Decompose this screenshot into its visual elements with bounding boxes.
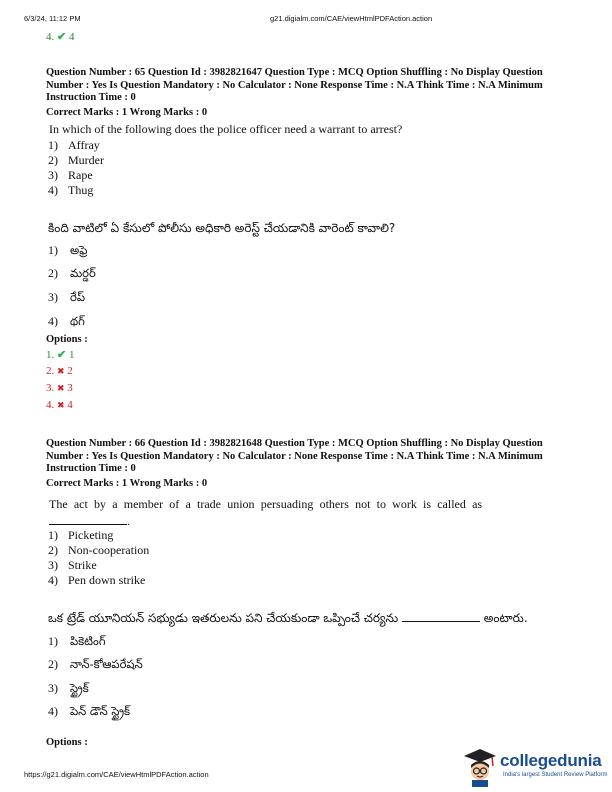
q66-meta: Question Number : 66 Question Id : 3982821648 Question Type : MCQ Option Shuffling : No Display Question Number : Yes Is Question Mandatory : No Calculator : None Response Time : N.A Think Time : N.A Minimum Instruction Time : 0 <box>46 438 543 474</box>
answer-number: 4. <box>46 31 55 43</box>
option-item-te: 4) పెన్ డౌన్ స్ట్రైక్ <box>48 704 131 718</box>
option-item-te: 1) అఫ్రె <box>48 243 88 257</box>
q65-marks: Correct Marks : 1 Wrong Marks : 0 <box>46 107 208 118</box>
q65-question-telugu: కింది వాటిలో ఏ కేసులో పోలీసు అధికారి అరెస్ట్ చేయడానికి వారెంట్ కావాలి? <box>48 221 396 235</box>
logo-wordmark: collegedunia <box>500 751 602 770</box>
cross-icon: ✖ <box>57 383 65 393</box>
option-item-te: 2) నాన్-కోఆపరేషన్ <box>48 657 143 671</box>
option-item: 1) Affray <box>48 138 100 152</box>
q66-options-label: Options : <box>46 737 88 748</box>
print-footer-url: https://g21.digialm.com/CAE/viewHtmlPDFAction.action <box>24 770 209 779</box>
print-datetime: 6/3/24, 11:12 PM <box>24 14 81 23</box>
q66-marks: Correct Marks : 1 Wrong Marks : 0 <box>46 478 208 489</box>
prev-answer-correct <box>46 30 74 43</box>
answer-blank <box>49 514 127 525</box>
q65-options-en <box>48 138 104 198</box>
option-item: 3) Strike <box>48 558 97 572</box>
answer-blank <box>402 611 480 622</box>
option-item-te: 4) థగ్ <box>48 314 85 328</box>
answer-correct: 1. ✔ 1 <box>46 349 75 361</box>
option-item-te: 3) రేప్ <box>48 290 85 304</box>
option-item: 4) Pen down strike <box>48 573 146 587</box>
q65-question: In which of the following does the police officer need a warrant to arrest? <box>49 122 403 136</box>
mascot-icon <box>462 747 498 787</box>
option-item-te: 1) పికెటింగ్ <box>48 634 106 648</box>
option-item: 4) Thug <box>48 183 94 197</box>
option-item: 1) Picketing <box>48 528 114 542</box>
option-item: 2) Non-cooperation <box>48 543 150 557</box>
print-header <box>24 14 588 26</box>
option-item: 2) Murder <box>48 153 104 167</box>
q66-question-telugu: ఒక ట్రేడ్ యూనియన్ సభ్యుడు ఇతరులను పని చేయకుండా ఒప్పించే చర్యను అంటారు. <box>48 611 528 625</box>
print-url: g21.digialm.com/CAE/viewHtmlPDFAction.action <box>270 14 433 23</box>
q65-options-label: Options : <box>46 334 88 345</box>
cross-icon: ✖ <box>57 400 65 410</box>
q66-options-en <box>48 528 149 588</box>
answer-wrong: 3. ✖ 3 <box>46 382 73 394</box>
option-item: 3) Rape <box>48 168 93 182</box>
option-item-te: 3) స్ట్రైక్ <box>48 681 89 695</box>
check-icon: ✔ <box>57 349 67 361</box>
answer-value: 4 <box>68 31 75 43</box>
answer-wrong: 2. ✖ 2 <box>46 365 73 377</box>
answer-wrong: 4. ✖ 4 <box>46 399 73 411</box>
q66-question-blank: . <box>49 514 130 529</box>
cross-icon: ✖ <box>57 366 65 376</box>
q66-question: The act by a member of a trade union persuading others not to work is called as <box>49 497 483 511</box>
option-item-te: 2) మర్డర్ <box>48 266 96 280</box>
q65-meta: Question Number : 65 Question Id : 3982821647 Question Type : MCQ Option Shuffling : No Display Question Number : Yes Is Question Mandatory : No Calculator : None Response Time : N.A Think Time : N.A Minimum Instruction Time : 0 <box>46 67 543 103</box>
collegedunia-logo <box>462 747 612 792</box>
logo-tagline: India's largest Student Review Platform <box>503 772 608 778</box>
check-icon: ✔ <box>57 31 67 43</box>
